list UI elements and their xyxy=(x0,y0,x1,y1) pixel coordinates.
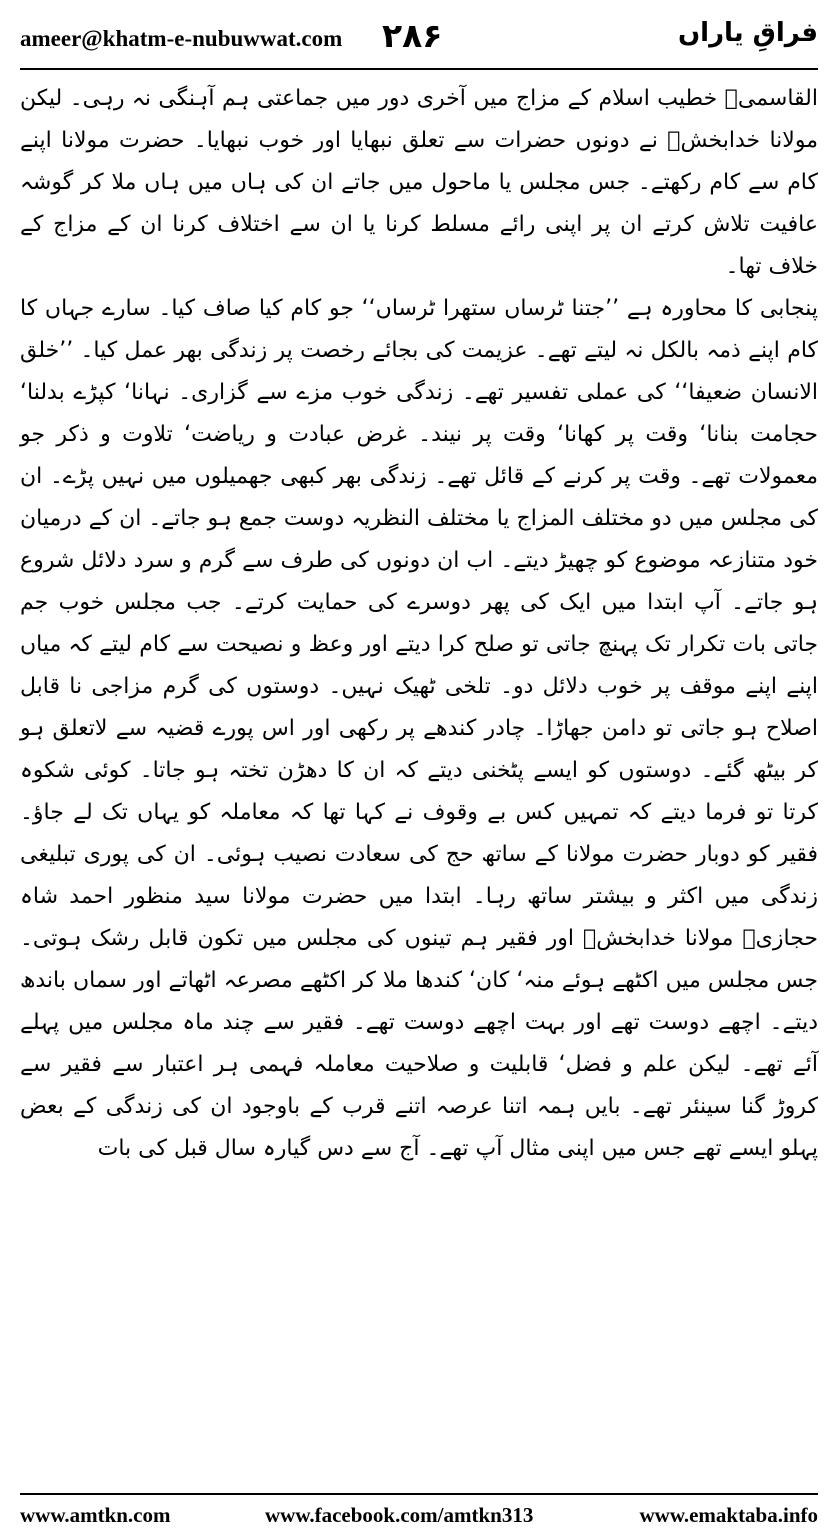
page-footer xyxy=(20,1503,818,1533)
paragraph-1: القاسمیؒ خطیب اسلام کے مزاج میں آخری دور میں جماعتی ہم آہنگی نہ رہی۔ لیکن مولانا خدابخشؒ نے دونوں حضرات سے تعلق نبھایا اور خوب نبھایا۔ حضرت مولانا اپنے کام سے کام رکھتے۔ جس مجلس یا ماحول میں جاتے ان کی ہاں میں ہاں ملا کر گوشہ عافیت تلاش کرتے ان پر اپنی رائے مسلط کرنا یا ان سے اختلاف کرنا ان کے مزاج کے خلاف تھا۔ xyxy=(20,86,818,279)
page-body xyxy=(20,78,818,1170)
paragraph-2: پنجابی کا محاورہ ہے ’’جتنا ٹرساں ستھرا ٹرساں‘‘ جو کام کیا صاف کیا۔ سارے جہاں کا کام اپنے ذمہ بالکل نہ لیتے تھے۔ عزیمت کی بجائے رخصت پر زندگی بھر عمل کیا۔ ’’خلق الانسان ضعیفا‘‘ کی عملی تفسیر تھے۔ زندگی خوب مزے سے گزاری۔ نہانا‘ کپڑے بدلنا‘ حجامت بنانا‘ وقت پر کھانا‘ وقت پر نیند۔ غرض عبادت و ریاضت‘ تلاوت و ذکر جو معمولات تھے۔ وقت پر کرنے کے قائل تھے۔ زندگی بھر کبھی جھمیلوں میں نہیں پڑے۔ ان کی مجلس میں دو مختلف المزاج یا مختلف النظریہ دوست جمع ہو جاتے۔ ان کے درمیان خود متنازعہ موضوع کو چھیڑ دیتے۔ اب ان دونوں کی طرف سے گرم و سرد دلائل شروع ہو جاتے۔ آپ ابتدا میں ایک کی پھر دوسرے کی حمایت کرتے۔ جب مجلس خوب جم جاتی بات تکرار تک پہنچ جاتی تو صلح کرا دیتے اور وعظ و نصیحت سے کام لیتے کہ میاں اپنے اپنے موقف پر خوب دلائل دو۔ تلخی ٹھیک نہیں۔ دوستوں کی گرم مزاجی نا قابل اصلاح ہو جاتی تو دامن جھاڑا۔ چادر کندھے پر رکھی اور اس پورے قضیہ سے لاتعلق ہو کر بیٹھ گئے۔ دوستوں کو ایسے پٹخنی دیتے کہ ان کا دھڑن تختہ ہو جاتا۔ کوئی شکوہ کرتا تو فرما دیتے کہ تمہیں کس بے وقوف نے کہا تھا کہ معاملہ کو یہاں تک لے جاؤ۔ فقیر کو دوبار حضرت مولانا کے ساتھ حج کی سعادت نصیب ہوئی۔ ان کی پوری تبلیغی زندگی میں اکثر و بیشتر ساتھ رہا۔ ابتدا میں حضرت مولانا سید منظور احمد شاہ حجازیؒ مولانا خدابخشؒ اور فقیر ہم تینوں کی مجلس میں تکون قابل رشک ہوتی۔ جس مجلس میں اکٹھے ہوئے منہ‘ کان‘ کندھا ملا کر اکٹھے مصرعہ اٹھاتے اور سماں باندھ دیتے۔ اچھے دوست تھے اور بہت اچھے دوست تھے۔ فقیر سے چند ماہ مجلس میں پہلے آئے تھے۔ لیکن علم و فضل‘ قابلیت و صلاحیت معاملہ فہمی ہر اعتبار سے فقیر سے کروڑ گنا سینئر تھے۔ بایں ہمہ اتنا عرصہ اتنے قرب کے باوجود ان کی زندگی کے بعض پہلو ایسے تھے جس میں اپنی مثال آپ تھے۔ آج سے دس گیارہ سال قبل کی بات xyxy=(20,296,818,1161)
footer-link-facebook[interactable]: www.facebook.com/amtkn313 xyxy=(265,1503,534,1527)
footer-link-amtkn[interactable]: www.amtkn.com xyxy=(20,1503,171,1527)
header-email[interactable]: ameer@khatm-e-nubuwwat.com xyxy=(20,26,343,51)
page-number: ۲۸۶ xyxy=(382,16,443,55)
page-header xyxy=(20,14,818,64)
footer-link-emaktaba[interactable]: www.emaktaba.info xyxy=(639,1503,818,1527)
book-title: فراقِ یاراں xyxy=(677,18,818,48)
footer-divider xyxy=(20,1493,818,1495)
header-divider xyxy=(20,68,818,70)
